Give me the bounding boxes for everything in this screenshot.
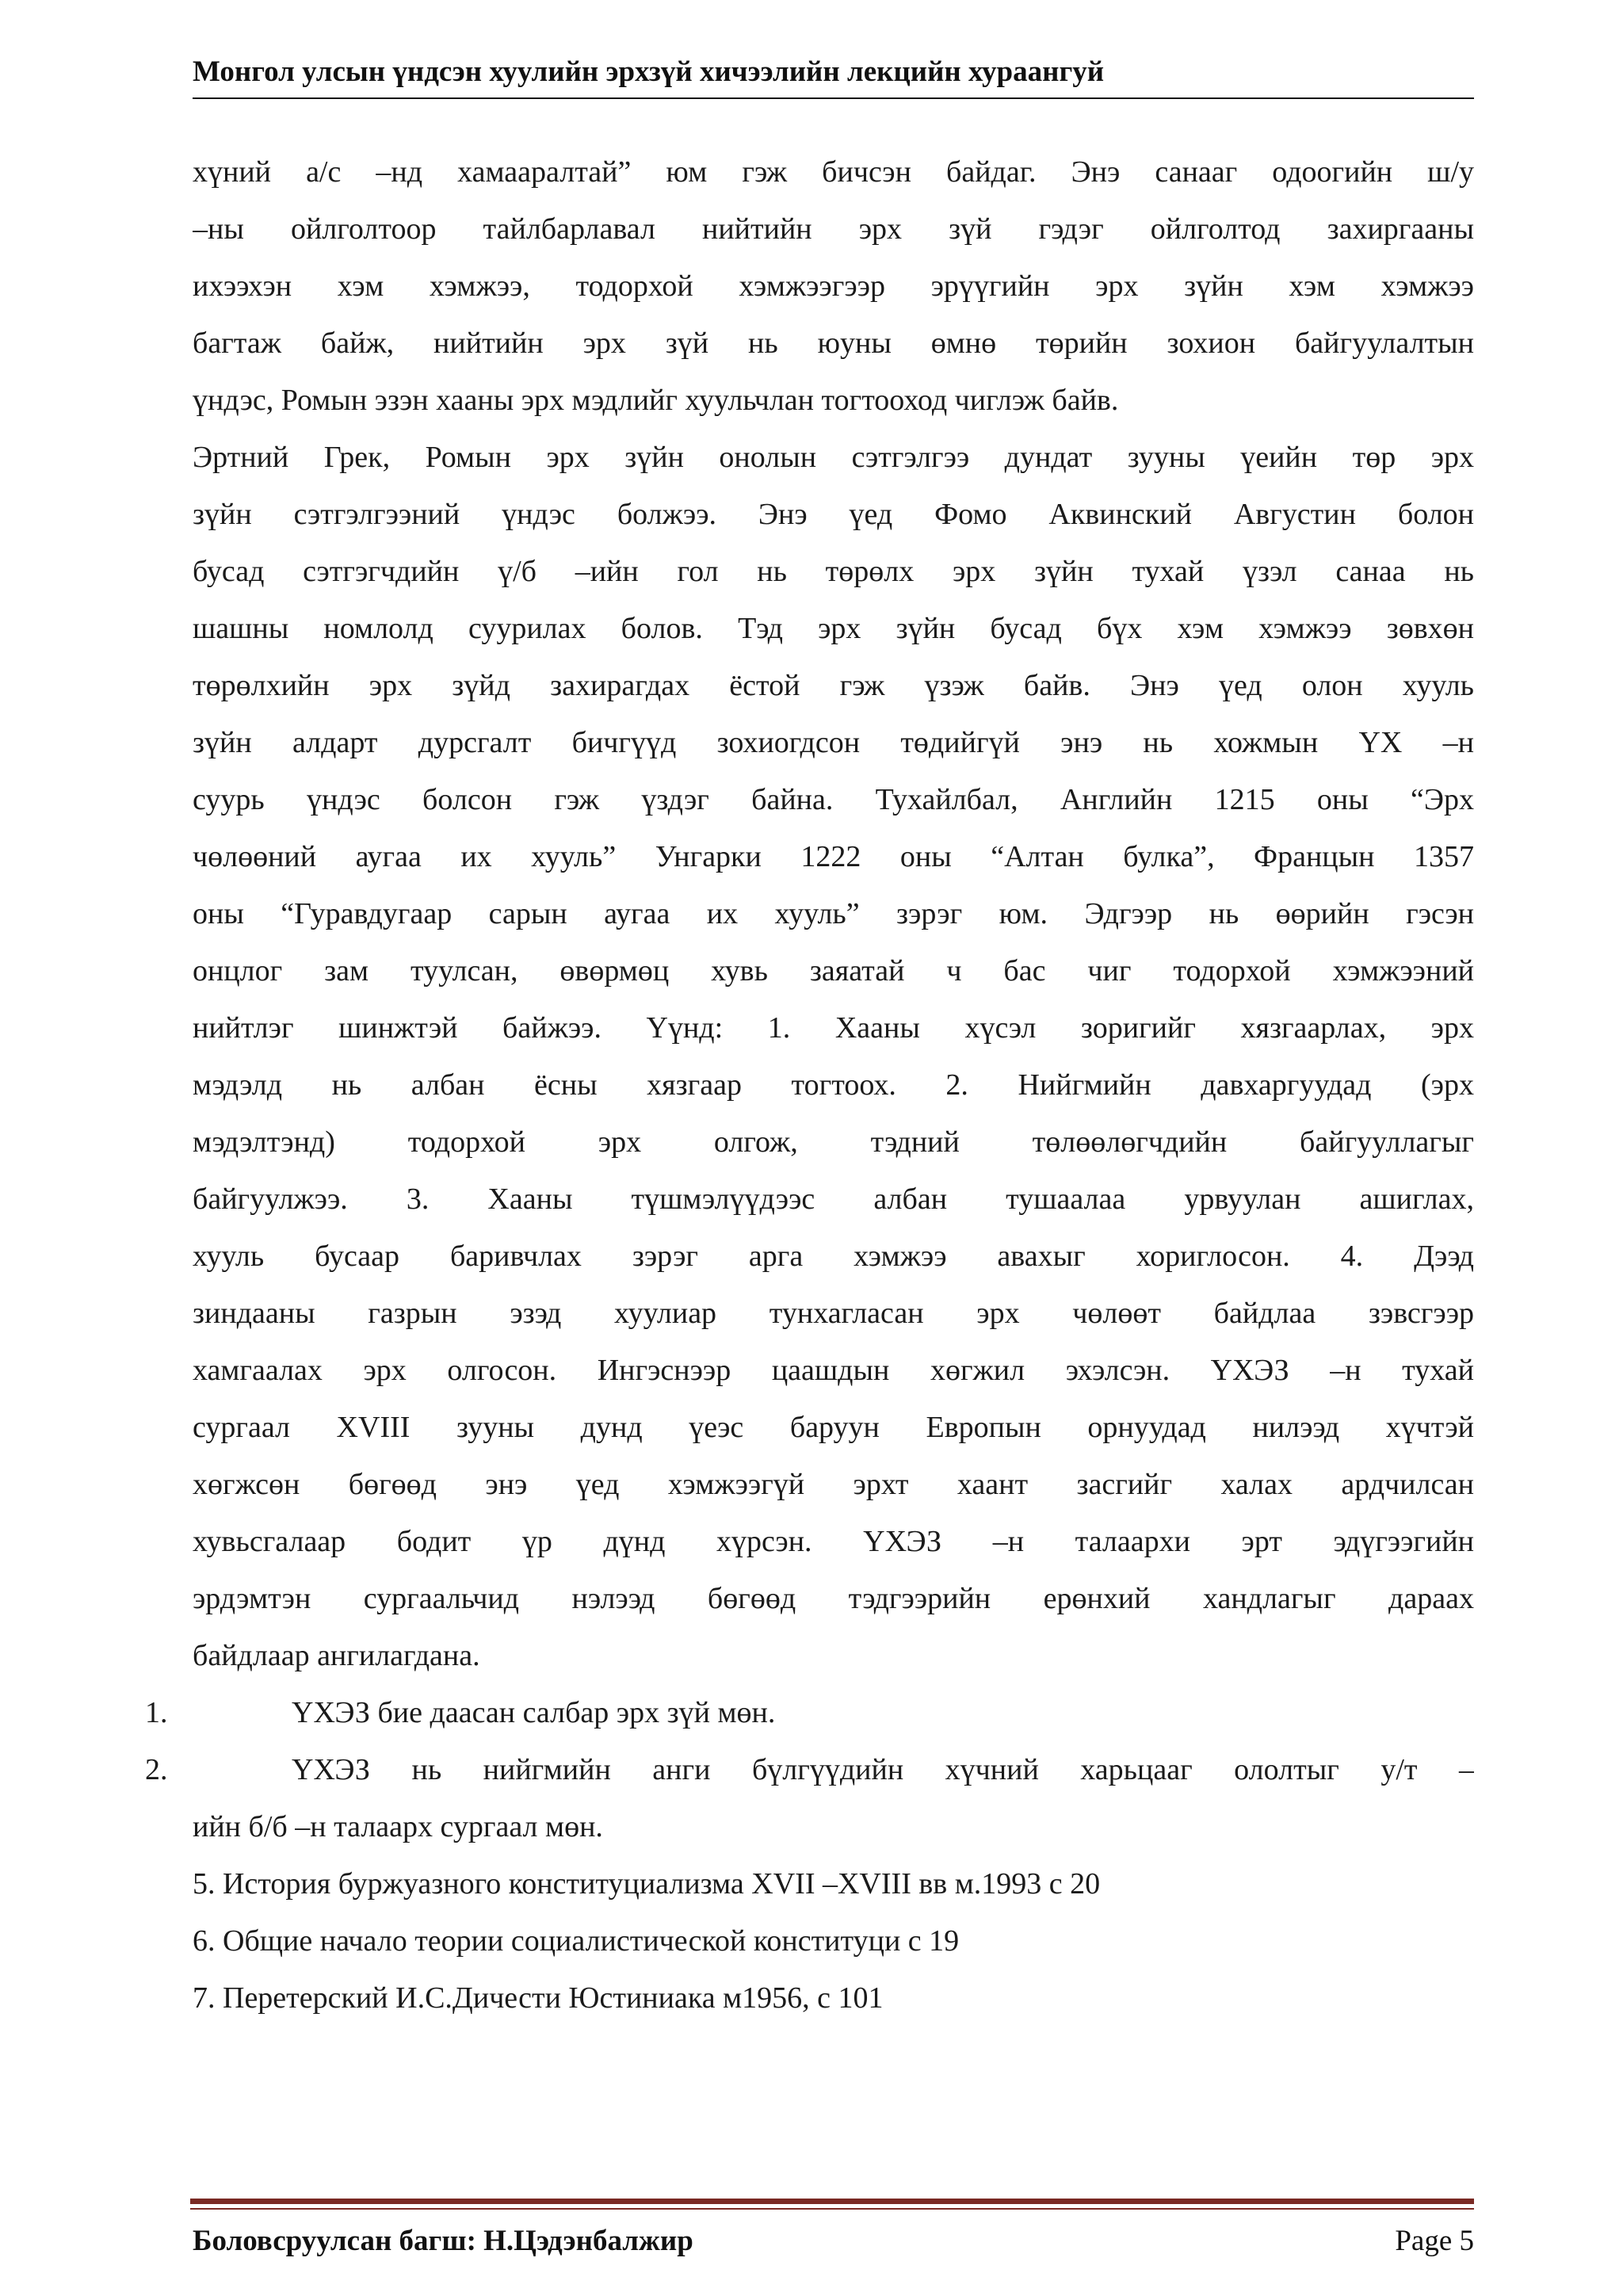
body-line: зүйн алдарт дурсгалт бичгүүд зохиогдсон төдийгүй энэ нь хожмын ҮХ –н	[193, 726, 1474, 759]
body-line: эрдэмтэн сургаальчид нэлээд бөгөөд тэдгээрийн ерөнхий хандлагыг дараах	[193, 1582, 1474, 1615]
body-line: байгуулжээ. 3. Хааны түшмэлүүдээс албан тушаалаа урвуулан ашиглах,	[193, 1182, 1474, 1216]
list-item-text: ҮХЭЗ бие даасан салбар эрх зүй мөн.	[292, 1696, 776, 1729]
reference-item: 5. История буржуазного конституциализма XVII –XVIII вв м.1993 с 20	[193, 1867, 1101, 1901]
page-header-title: Монгол улсын үндсэн хуулийн эрхзүй хичээлийн лекцийн хураангуй	[193, 55, 1105, 88]
body-line: бусад сэтгэгчдийн ү/б –ийн гол нь төрөлх эрх зүйн тухай үзэл санаа нь	[193, 555, 1474, 588]
header-divider	[193, 97, 1474, 99]
page-number: Page 5	[1395, 2225, 1474, 2257]
body-line: үндэс, Ромын эзэн хааны эрх мэдлийг хуульчлан тогтооход чиглэж байв.	[193, 384, 1119, 417]
footer-divider-thin	[190, 2208, 1474, 2210]
body-line: хувьсгалаар бодит үр дүнд хүрсэн. ҮХЭЗ –н талаархи эрт эдүгээгийн	[193, 1525, 1474, 1558]
body-line: мэдэлтэнд) тодорхой эрх олгож, тэдний төлөөлөгчдийн байгууллагыг	[193, 1125, 1474, 1159]
list-item-text-continued: ийн б/б –н талаарх сургаал мөн.	[193, 1810, 603, 1843]
reference-item: 7. Перетерский И.С.Дичести Юстиниака м1956, с 101	[193, 1981, 884, 2015]
body-line: төрөлхийн эрх зүйд захирагдах ёстой гэж үзэж байв. Энэ үед олон хууль	[193, 669, 1474, 702]
body-line: чөлөөний аугаа их хууль” Унгарки 1222 оны “Алтан булка”, Францын 1357	[193, 840, 1474, 873]
body-line: шашны номлолд суурилах болов. Тэд эрх зүйн бусад бүх хэм хэмжээ зөвхөн	[193, 612, 1474, 645]
list-item-number: 2.	[145, 1753, 168, 1786]
body-line: сургаал XVIII зууны дунд үеэс баруун Европын орнуудад нилээд хүчтэй	[193, 1411, 1474, 1444]
body-line: ихээхэн хэм хэмжээ, тодорхой хэмжээгээр эрүүгийн эрх зүйн хэм хэмжээ	[193, 269, 1474, 303]
body-line: –ны ойлголтоор тайлбарлавал нийтийн эрх зүй гэдэг ойлголтод захиргааны	[193, 212, 1474, 246]
body-line: зиндааны газрын эзэд хуулиар тунхагласан эрх чөлөөт байдлаа зэвсгээр	[193, 1297, 1474, 1330]
footer-divider-thick	[190, 2199, 1474, 2204]
body-line: багтаж байж, нийтийн эрх зүй нь юуны өмнө төрийн зохион байгуулалтын	[193, 327, 1474, 360]
body-line: мэдэлд нь албан ёсны хязгаар тогтоох. 2. Нийгмийн давхаргуудад (эрх	[193, 1068, 1474, 1102]
reference-item: 6. Общие начало теории социалистической конституци с 19	[193, 1924, 960, 1958]
body-line: нийтлэг шинжтэй байжээ. Үүнд: 1. Хааны хүсэл зоригийг хязгаарлах, эрх	[193, 1011, 1474, 1045]
footer-author: Боловсруулсан багш: Н.Цэдэнбалжир	[193, 2225, 693, 2257]
body-line: зүйн сэтгэлгээний үндэс болжээ. Энэ үед Фомо Аквинский Августин болон	[193, 498, 1474, 531]
body-line: оны “Гуравдугаар сарын аугаа их хууль” зэрэг юм. Эдгээр нь өөрийн гэсэн	[193, 897, 1474, 930]
body-line: онцлог зам туулсан, өвөрмөц хувь заяатай ч бас чиг тодорхой хэмжээний	[193, 954, 1474, 988]
list-item-number: 1.	[145, 1696, 168, 1729]
list-item-text: ҮХЭЗ нь нийгмийн анги бүлгүүдийн хүчний харьцааг ололтыг у/т –	[292, 1753, 1474, 1786]
body-line: хууль бусаар баривчлах зэрэг арга хэмжээ авахыг хориглосон. 4. Дээд	[193, 1240, 1474, 1273]
body-line: хамгаалах эрх олгосон. Ингэснээр цаашдын хөгжил эхэлсэн. ҮХЭЗ –н тухай	[193, 1354, 1474, 1387]
body-line: суурь үндэс болсон гэж үздэг байна. Тухайлбал, Английн 1215 оны “Эрх	[193, 783, 1474, 816]
body-line: хөгжсөн бөгөөд энэ үед хэмжээгүй эрхт хаант засгийг халах ардчилсан	[193, 1468, 1474, 1501]
body-line: байдлаар ангилагдана.	[193, 1639, 480, 1672]
body-line: Эртний Грек, Ромын эрх зүйн онолын сэтгэлгээ дундат зууны үеийн төр эрх	[193, 441, 1474, 474]
body-line: хүний а/с –нд хамааралтай” юм гэж бичсэн байдаг. Энэ санааг одоогийн ш/у	[193, 155, 1474, 189]
